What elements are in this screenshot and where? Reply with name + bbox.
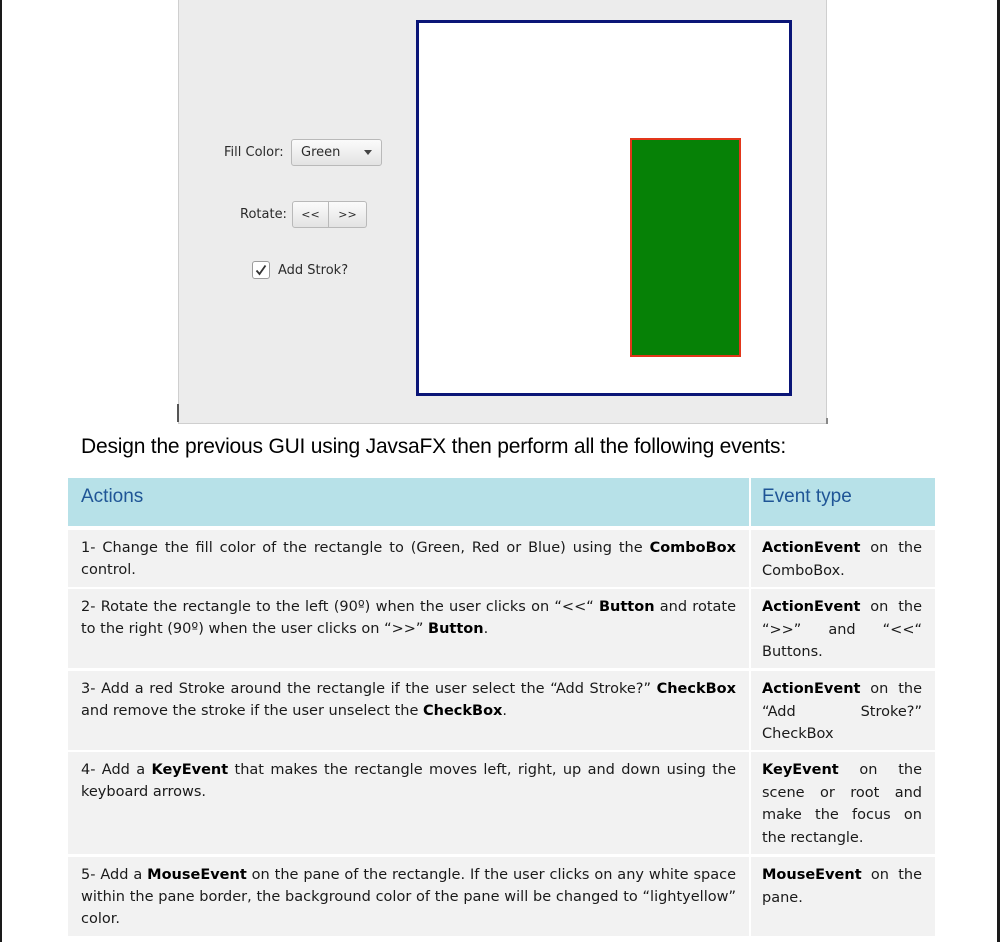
fill-color-label: Fill Color:	[224, 145, 284, 160]
row-5-action: 5- Add a MouseEvent on the pane of the rectangle. If the user clicks on any white space within the pane border, the background color of the pane will be changed to “lightyellow” color.	[81, 867, 736, 927]
row-1-event: ActionEvent on the ComboBox.	[762, 540, 922, 579]
window-edge-marker	[177, 404, 179, 422]
row-3-event: ActionEvent on the “Add Stroke?” CheckBox	[762, 681, 922, 742]
add-stroke-label: Add Strok?	[278, 263, 349, 278]
column-separator	[749, 857, 751, 936]
row-3-action: 3- Add a red Stroke around the rectangle if the user select the “Add Stroke?” CheckBox and remove the stroke if the user unselect the CheckBox.	[81, 681, 736, 719]
chevron-down-icon	[364, 150, 372, 155]
row-4-action: 4- Add a KeyEvent that makes the rectangle moves left, right, up and down using the keyboard arrows.	[81, 762, 736, 800]
green-rectangle[interactable]	[630, 138, 741, 357]
row-4-event: KeyEvent on the scene or root and make the focus on the rectangle.	[762, 762, 922, 846]
window-edge-marker-right	[826, 418, 828, 424]
rectangle-pane[interactable]	[416, 20, 792, 396]
page-edge-left	[0, 0, 2, 942]
rotate-right-button[interactable]: >>	[329, 201, 367, 228]
fill-color-value: Green	[301, 145, 341, 160]
table-row	[68, 857, 935, 936]
rotate-label: Rotate:	[240, 207, 287, 222]
row-5-event: MouseEvent on the pane.	[762, 867, 922, 906]
rotate-left-button[interactable]: <<	[292, 201, 329, 228]
column-separator	[749, 589, 751, 668]
row-2-event: ActionEvent on the “>>” and “<<“ Buttons.	[762, 599, 922, 660]
table-row	[68, 752, 935, 854]
row-1-action: 1- Change the fill color of the rectangle to (Green, Red or Blue) using the ComboBox control.	[81, 540, 736, 578]
table-row	[68, 671, 935, 750]
column-separator	[749, 530, 751, 587]
add-stroke-checkbox[interactable]	[252, 261, 270, 279]
javafx-window	[178, 0, 827, 424]
checkmark-icon	[254, 263, 268, 277]
table-header	[68, 478, 935, 526]
column-separator	[749, 671, 751, 750]
table-row	[68, 530, 935, 587]
table-row	[68, 589, 935, 668]
column-separator	[749, 752, 751, 854]
page-heading: Design the previous GUI using JavsaFX then perform all the following events:	[81, 435, 786, 458]
fill-color-combobox[interactable]	[291, 139, 382, 166]
header-actions: Actions	[81, 486, 144, 507]
header-event-type: Event type	[762, 486, 852, 507]
row-2-action: 2- Rotate the rectangle to the left (90º) when the user clicks on “<<“ Button and rotate to the right (90º) when the user clicks on “>>” Button.	[81, 599, 736, 637]
header-separator	[749, 478, 751, 526]
